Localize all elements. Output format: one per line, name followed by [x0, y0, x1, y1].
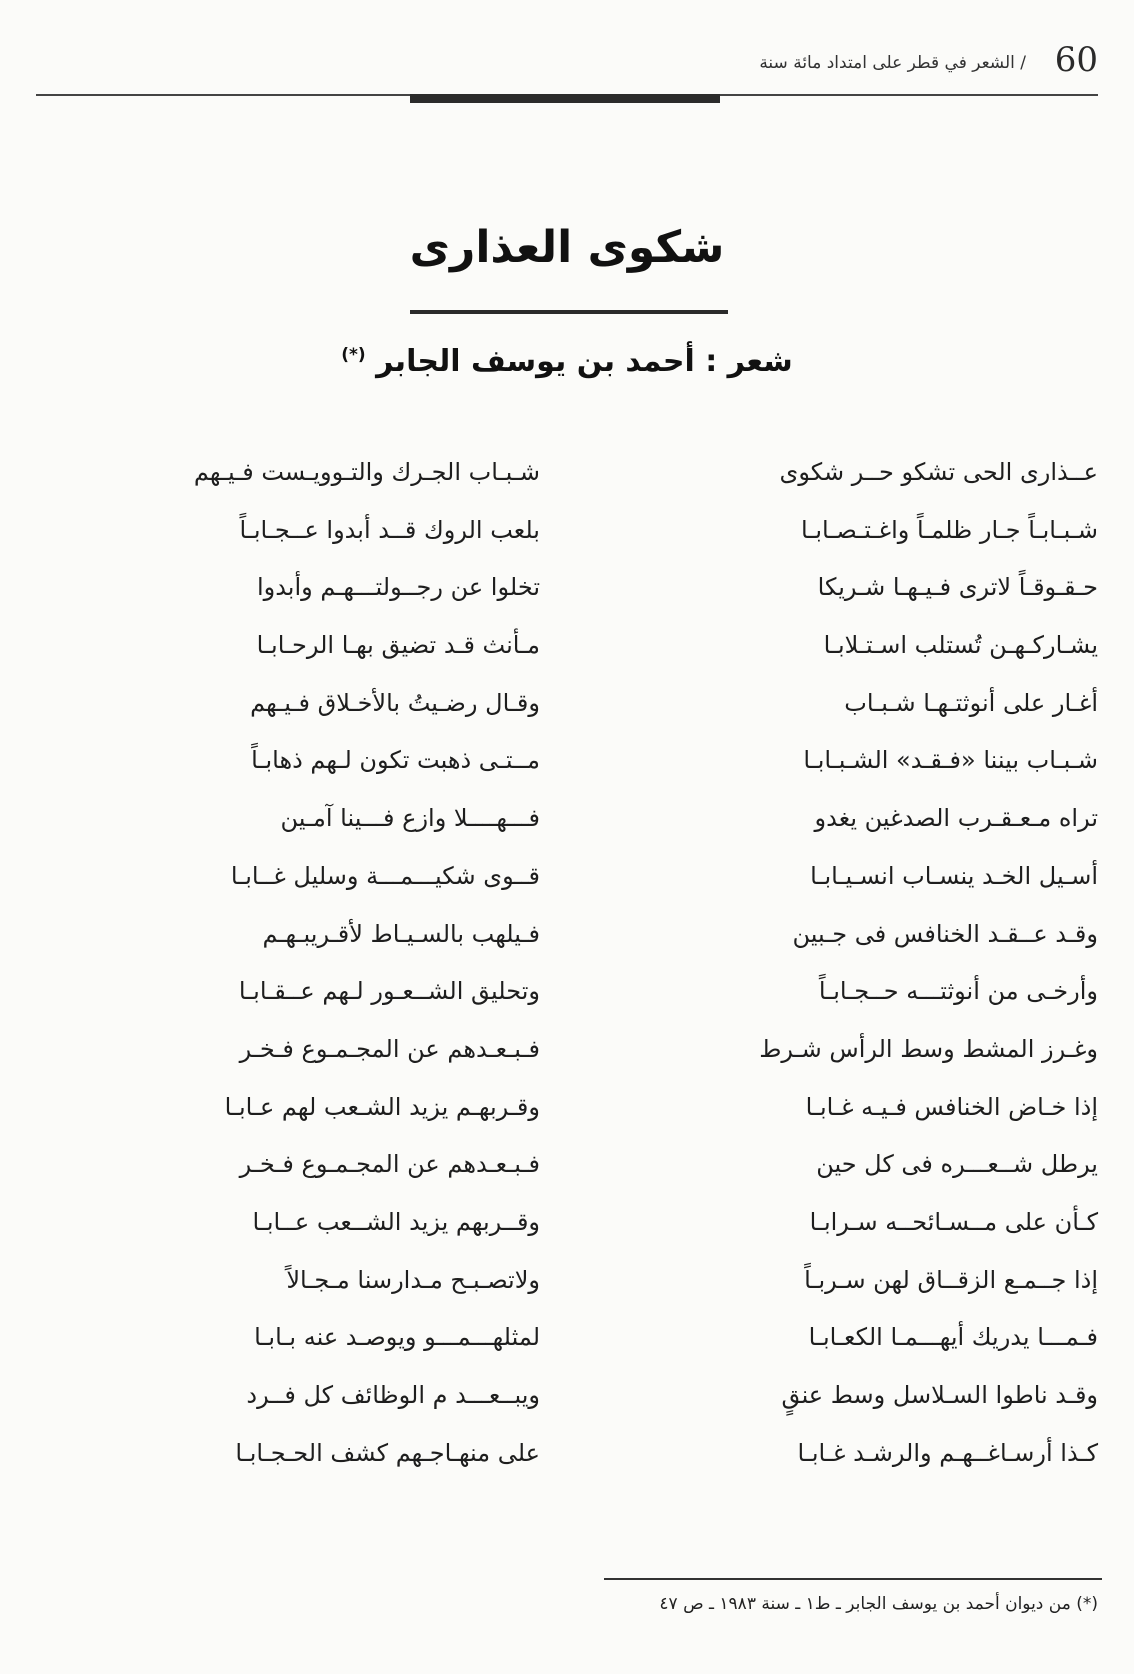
verse-row [36, 510, 1098, 568]
verse-first-hemistich: وأرخـى من أنوثتـــه حــجـابـاً [818, 977, 1098, 1006]
verse-first-hemistich: كـذا أرسـاغــهـم والرشـد غـابـا [797, 1438, 1098, 1467]
verse-row [36, 1317, 1098, 1375]
page-number: 60 [1054, 40, 1098, 80]
title-rule [410, 310, 728, 314]
verse-first-hemistich: يرطل شــعـــره فى كل حين [816, 1150, 1098, 1179]
verse-row [36, 625, 1098, 683]
footnote-rule [604, 1578, 1102, 1580]
verse-second-hemistich: مــتـى ذهبت تكون لـهم ذهابـاً [251, 746, 540, 775]
verse-second-hemistich: وقـال رضـيتُ بالأخـلاق فـيـهم [250, 688, 540, 717]
verse-second-hemistich: فـبـعـدهم عن المجـمـوع فـخـر [239, 1034, 540, 1063]
running-header [36, 40, 1098, 90]
author-name: شعر : أحمد بن يوسف الجابر [376, 344, 793, 379]
verse-first-hemistich: تراه مـعـقـرب الصدغين يغدو [814, 804, 1098, 833]
verse-first-hemistich: أغـار على أنوثتـهـا شـبـاب [844, 688, 1098, 717]
verse-second-hemistich: على منهـاجـهم كشف الحـجـابـا [235, 1438, 540, 1467]
verse-first-hemistich: حـقـوقـاً لاترى فـيـهـا شـريكا [817, 573, 1098, 602]
header-bar [410, 94, 720, 103]
verse-row [36, 1375, 1098, 1433]
verse-second-hemistich: ولاتصـبـح مـدارسنا مـجـالاً [286, 1265, 540, 1294]
verse-first-hemistich: وقـد ناطوا السـلاسل وسط عنقٍ [781, 1381, 1098, 1409]
verse-first-hemistich: كـأن على مــسـائحــه سـرابـا [809, 1207, 1098, 1236]
verse-second-hemistich: لمثلهـــمـــو ويوصـد عنه بـابـا [254, 1323, 540, 1352]
poem-title: شكوى العذارى [409, 222, 725, 273]
verse-first-hemistich: أسـيل الخـد ينسـاب انسـيـابـا [810, 861, 1098, 890]
author-line [0, 344, 1134, 379]
verse-row [36, 452, 1098, 510]
verse-first-hemistich: عــذارى الحى تشكو حــر شكوى [779, 458, 1098, 486]
verse-second-hemistich: وتحليق الشــعـور لـهم عــقـابـا [238, 977, 540, 1006]
footnote: (*) من ديوان أحمد بن يوسف الجابر ـ ط١ ـ سنة ١٩٨٣ ـ ص ٤٧ [659, 1594, 1098, 1614]
verse-row [36, 856, 1098, 914]
verse-first-hemistich: فـمـــا يدريك أيهـــمـا الكعـابـا [808, 1323, 1098, 1352]
verse-second-hemistich: شـبـاب الجـرك والتـوويـست فـيـهم [193, 458, 540, 486]
verse-row [36, 1144, 1098, 1202]
verse-second-hemistich: قــوى شكيـــمـــة وسليل غــابـا [230, 861, 540, 890]
verse-second-hemistich: ويبــعـــد م الوظائف كل فــرد [246, 1381, 540, 1409]
verse-row [36, 1260, 1098, 1318]
verse-second-hemistich: بلعب الروك قــد أبدوا عــجـابـاً [239, 515, 540, 544]
poem-body [36, 452, 1098, 1490]
verse-row [36, 971, 1098, 1029]
verse-row [36, 1433, 1098, 1491]
verse-first-hemistich: وقـد عــقـد الخنافس فى جـبين [792, 919, 1098, 948]
verse-second-hemistich: وقـربهـم يزيد الشـعب لهم عـابـا [224, 1092, 540, 1121]
verse-second-hemistich: مـأنث قـد تضيق بهـا الرحـابـا [256, 631, 540, 660]
verse-first-hemistich: شـبـابـاً جـار ظلمـاً واغـتـصـابـا [801, 515, 1098, 544]
verse-first-hemistich: إذا جــمـع الزقــاق لهن سـربـاً [804, 1265, 1098, 1294]
verse-row [36, 683, 1098, 741]
verse-first-hemistich: يشـاركـهـن تُستلب اسـتـلابـا [823, 631, 1098, 660]
verse-second-hemistich: فـيلهب بالسـيـاط لأقـريبـهـم [262, 919, 540, 948]
footnote-mark: (*) [341, 345, 366, 365]
verse-first-hemistich: شـبـاب بيننا «فـقـد» الشـبـابـا [803, 746, 1098, 775]
verse-second-hemistich: وقــربهم يزيد الشــعب عــابـا [252, 1207, 540, 1236]
verse-second-hemistich: فـــهــــلا وازع فـــينا آمـين [280, 804, 540, 833]
verse-row [36, 1029, 1098, 1087]
verse-row [36, 567, 1098, 625]
verse-row [36, 914, 1098, 972]
verse-first-hemistich: إذا خـاض الخنافس فـيـه غـابـا [805, 1092, 1098, 1121]
verse-first-hemistich: وغـرز المشط وسط الرأس شـرط [759, 1034, 1098, 1063]
verse-row [36, 1202, 1098, 1260]
verse-row [36, 798, 1098, 856]
verse-row [36, 740, 1098, 798]
verse-row [36, 1087, 1098, 1145]
running-title: / الشعر في قطر على امتداد مائة سنة [759, 53, 1026, 73]
verse-second-hemistich: فـبـعـدهم عن المجـمـوع فـخـر [239, 1150, 540, 1179]
verse-second-hemistich: تخلوا عن رجــولتـــهـم وأبدوا [256, 573, 540, 602]
